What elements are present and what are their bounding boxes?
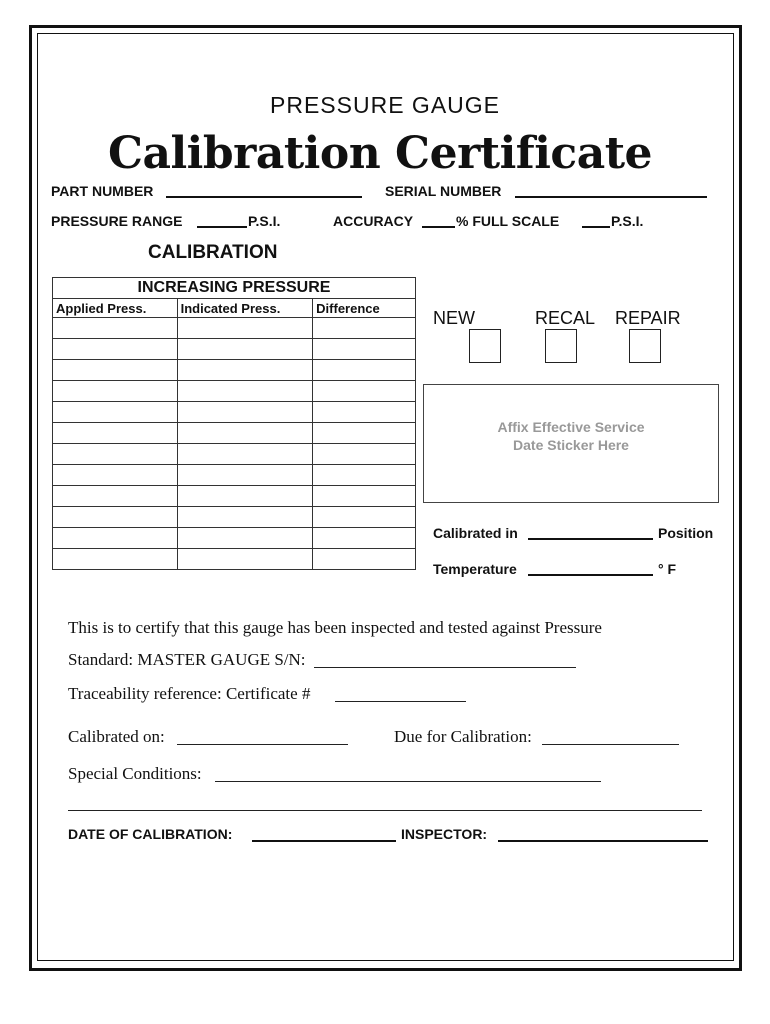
service-sticker-box	[423, 384, 719, 503]
recal-checkbox[interactable]	[545, 329, 577, 363]
calibrated-in-label: Calibrated in	[433, 525, 518, 541]
position-label: Position	[658, 525, 714, 541]
increasing-pressure-table	[52, 277, 416, 570]
document-subtitle: PRESSURE GAUGE	[270, 92, 500, 118]
applied-press-cell[interactable]	[53, 507, 178, 528]
full-scale-label: % FULL SCALE	[456, 213, 560, 229]
table-row	[53, 444, 416, 465]
table-row	[53, 402, 416, 423]
date-of-calibration-label: DATE OF CALIBRATION:	[68, 826, 233, 842]
calibrated-in-field[interactable]	[528, 538, 653, 540]
document-title: Calibration Certificate	[107, 128, 653, 179]
difference-cell[interactable]	[313, 444, 416, 465]
indicated-press-cell[interactable]	[177, 423, 313, 444]
difference-cell[interactable]	[313, 507, 416, 528]
indicated-press-cell[interactable]	[177, 486, 313, 507]
temperature-label: Temperature	[433, 561, 517, 577]
applied-press-cell[interactable]	[53, 549, 178, 570]
temperature-field[interactable]	[528, 574, 653, 576]
table-row	[53, 339, 416, 360]
indicated-press-cell[interactable]	[177, 528, 313, 549]
table-row	[53, 360, 416, 381]
difference-cell[interactable]	[313, 423, 416, 444]
table-row	[53, 486, 416, 507]
indicated-press-cell[interactable]	[177, 402, 313, 423]
indicated-press-cell[interactable]	[177, 381, 313, 402]
part-number-field[interactable]	[166, 196, 362, 198]
applied-press-cell[interactable]	[53, 528, 178, 549]
psi-unit-label: P.S.I.	[248, 213, 281, 229]
psi-unit-label-2: P.S.I.	[611, 213, 644, 229]
part-number-label: PART NUMBER	[51, 183, 154, 199]
applied-press-cell[interactable]	[53, 423, 178, 444]
new-checkbox[interactable]	[469, 329, 501, 363]
applied-press-cell[interactable]	[53, 444, 178, 465]
table-row	[53, 381, 416, 402]
table-row	[53, 507, 416, 528]
applied-press-cell[interactable]	[53, 402, 178, 423]
repair-option-label: REPAIR	[615, 308, 681, 328]
indicated-press-cell[interactable]	[177, 444, 313, 465]
certificate-number-field[interactable]	[335, 701, 466, 702]
pressure-range-label: PRESSURE RANGE	[51, 213, 183, 229]
indicated-press-cell[interactable]	[177, 549, 313, 570]
indicated-press-header: Indicated Press.	[177, 299, 313, 318]
difference-header: Difference	[313, 299, 416, 318]
table-row	[53, 423, 416, 444]
repair-checkbox[interactable]	[629, 329, 661, 363]
table-row	[53, 318, 416, 339]
recal-option-label: RECAL	[535, 308, 596, 328]
accuracy-field[interactable]	[422, 226, 455, 228]
full-scale-field[interactable]	[582, 226, 610, 228]
special-conditions-extra-line[interactable]	[68, 810, 702, 811]
increasing-pressure-header: INCREASING PRESSURE	[53, 278, 416, 299]
calibrated-on-field[interactable]	[177, 744, 348, 745]
certification-statement: This is to certify that this gauge has been inspected and tested against Pressure	[68, 618, 602, 637]
indicated-press-cell[interactable]	[177, 339, 313, 360]
applied-press-cell[interactable]	[53, 318, 178, 339]
indicated-press-cell[interactable]	[177, 360, 313, 381]
pressure-range-field[interactable]	[197, 226, 247, 228]
difference-cell[interactable]	[313, 339, 416, 360]
applied-press-cell[interactable]	[53, 486, 178, 507]
applied-press-cell[interactable]	[53, 360, 178, 381]
applied-press-header: Applied Press.	[53, 299, 178, 318]
sticker-text-line-1: Affix Effective Service	[497, 419, 645, 435]
applied-press-cell[interactable]	[53, 339, 178, 360]
calibrated-on-label: Calibrated on:	[68, 727, 165, 746]
difference-cell[interactable]	[313, 549, 416, 570]
indicated-press-cell[interactable]	[177, 318, 313, 339]
applied-press-cell[interactable]	[53, 465, 178, 486]
difference-cell[interactable]	[313, 465, 416, 486]
serial-number-label: SERIAL NUMBER	[385, 183, 502, 199]
difference-cell[interactable]	[313, 360, 416, 381]
indicated-press-cell[interactable]	[177, 465, 313, 486]
degrees-f-label: ° F	[658, 561, 677, 577]
inspector-field[interactable]	[498, 840, 708, 842]
calibration-heading: CALIBRATION	[148, 242, 278, 263]
date-of-calibration-field[interactable]	[252, 840, 396, 842]
applied-press-cell[interactable]	[53, 381, 178, 402]
due-for-calibration-label: Due for Calibration:	[394, 727, 532, 746]
accuracy-label: ACCURACY	[333, 213, 414, 229]
new-option-label: NEW	[433, 308, 475, 328]
master-gauge-label: Standard: MASTER GAUGE S/N:	[68, 650, 306, 669]
serial-number-field[interactable]	[515, 196, 707, 198]
difference-cell[interactable]	[313, 381, 416, 402]
master-gauge-sn-field[interactable]	[314, 667, 576, 668]
difference-cell[interactable]	[313, 486, 416, 507]
inspector-label: INSPECTOR:	[401, 826, 488, 842]
special-conditions-field[interactable]	[215, 781, 601, 782]
indicated-press-cell[interactable]	[177, 507, 313, 528]
special-conditions-label: Special Conditions:	[68, 764, 202, 783]
table-row	[53, 549, 416, 570]
traceability-label: Traceability reference: Certificate #	[68, 684, 311, 703]
table-row	[53, 465, 416, 486]
difference-cell[interactable]	[313, 528, 416, 549]
sticker-text-line-2: Date Sticker Here	[513, 437, 629, 453]
due-for-calibration-field[interactable]	[542, 744, 679, 745]
table-row	[53, 528, 416, 549]
difference-cell[interactable]	[313, 318, 416, 339]
difference-cell[interactable]	[313, 402, 416, 423]
